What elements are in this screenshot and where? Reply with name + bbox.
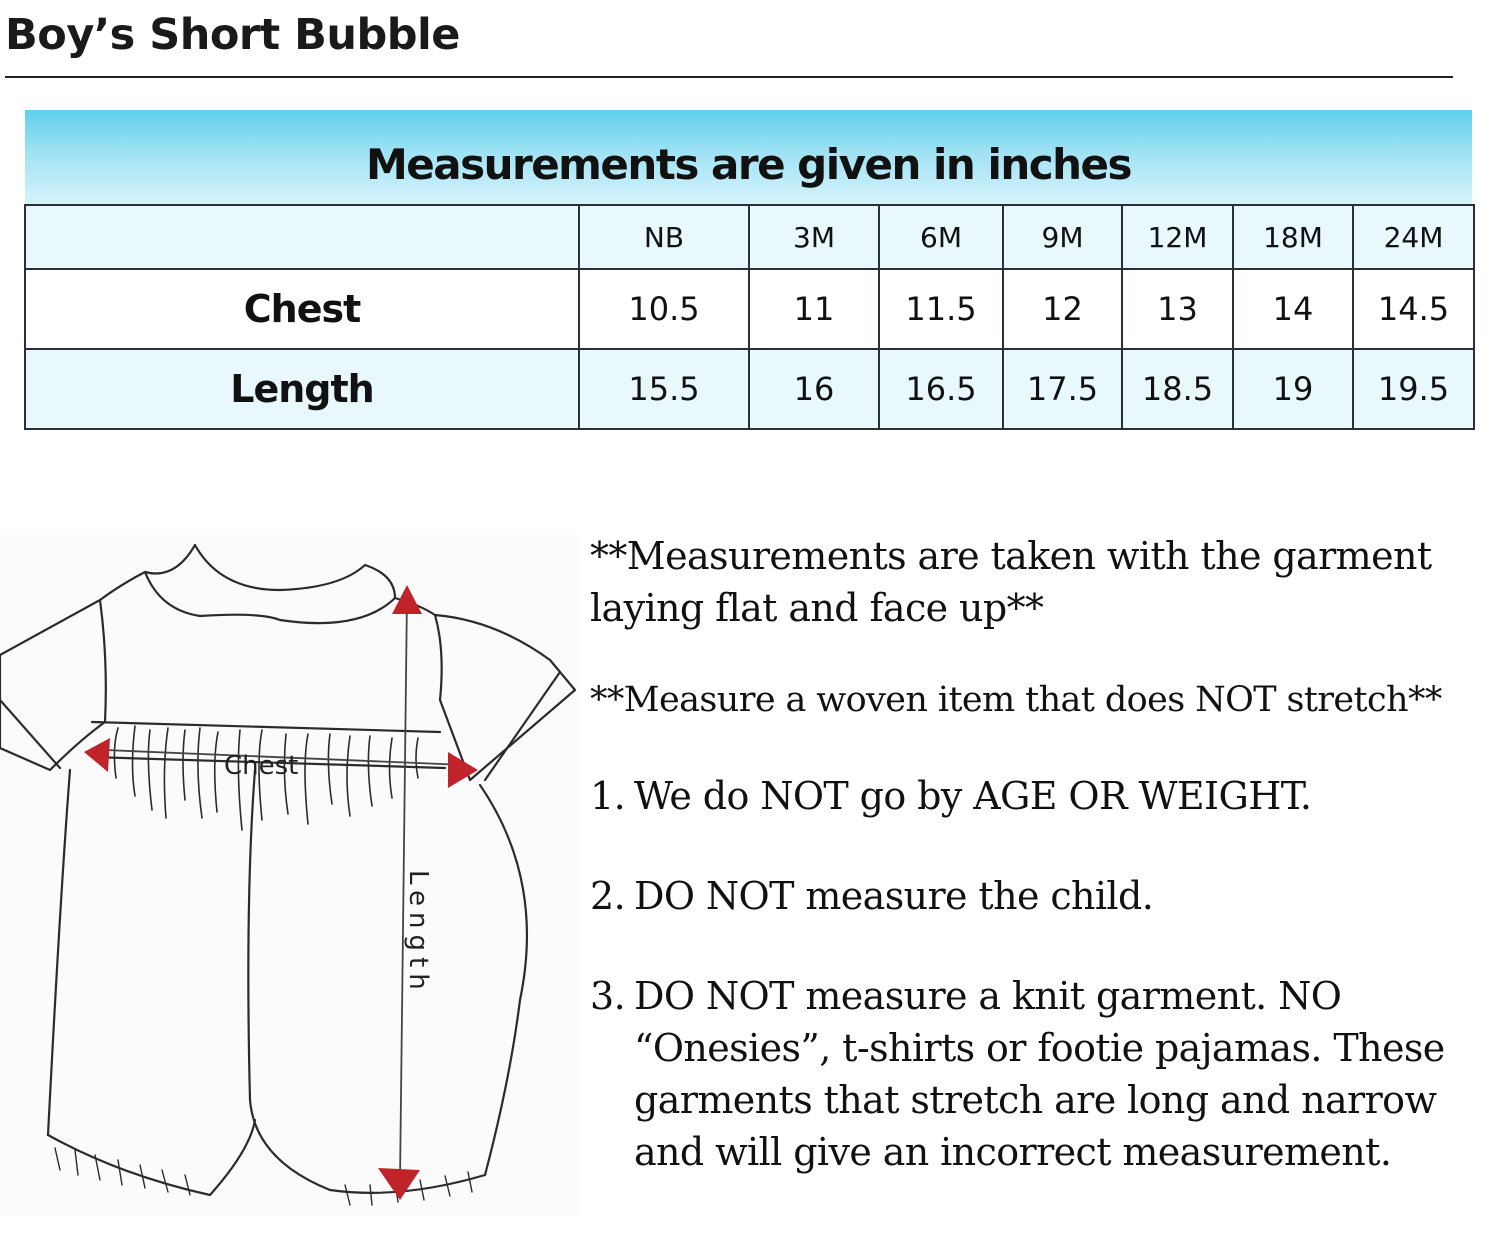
rule-number: 1. (590, 774, 626, 818)
chest-right-arrow-icon (448, 752, 478, 788)
header-empty-cell (25, 205, 579, 269)
table-cell: 17.5 (1003, 349, 1122, 429)
chest-diagram-label: Chest (224, 751, 299, 781)
right-sleeve (435, 615, 575, 780)
garment-diagram (0, 535, 580, 1215)
collar-right-outline (280, 565, 395, 623)
table-cell: 14.5 (1353, 269, 1474, 349)
size-header: 24M (1353, 205, 1474, 269)
measurement-notes (590, 530, 1480, 1226)
table-cell: 13 (1122, 269, 1233, 349)
length-bottom-arrow-icon (378, 1168, 420, 1200)
table-row-chest (25, 269, 1474, 349)
table-cell: 14 (1233, 269, 1353, 349)
flat-lay-note: **Measurements are taken with the garment laying flat and face up** (590, 534, 1432, 630)
rule-item (590, 870, 1480, 922)
body-left-edge (48, 770, 70, 1135)
table-cell: 19.5 (1353, 349, 1474, 429)
table-header-row (25, 205, 1474, 269)
length-diagram-label: Length (403, 870, 433, 996)
table-banner-text: Measurements are given in inches (365, 139, 1132, 189)
rule-item (590, 770, 1480, 822)
table-row-length (25, 349, 1474, 429)
table-cell: 16 (749, 349, 879, 429)
rule-number: 3. (590, 974, 626, 1018)
left-leg-hem (48, 1120, 255, 1195)
rule-text: We do NOT go by AGE OR WEIGHT. (634, 774, 1312, 818)
rule-number: 2. (590, 874, 626, 918)
size-header: 12M (1122, 205, 1233, 269)
size-header: 18M (1233, 205, 1353, 269)
woven-note: **Measure a woven item that does NOT stretch** (590, 680, 1442, 720)
table-cell: 11 (749, 269, 879, 349)
chest-left-arrow-icon (84, 738, 110, 772)
table-cell: 18.5 (1122, 349, 1233, 429)
body-right-edge (480, 785, 527, 1175)
row-label-length: Length (25, 349, 579, 429)
table-cell: 10.5 (579, 269, 749, 349)
collar-left-outline (145, 545, 280, 620)
table-cell: 15.5 (579, 349, 749, 429)
size-header: 6M (879, 205, 1003, 269)
left-sleeve-cuff (0, 700, 60, 768)
left-shoulder (100, 572, 145, 600)
table-cell: 11.5 (879, 269, 1003, 349)
rule-text: DO NOT measure the child. (634, 874, 1154, 918)
table-cell: 19 (1233, 349, 1353, 429)
right-sleeve-cuff (485, 672, 560, 780)
size-header: NB (579, 205, 749, 269)
table-cell: 16.5 (879, 349, 1003, 429)
title-divider (5, 76, 1453, 78)
size-chart-table (24, 204, 1475, 430)
size-header: 9M (1003, 205, 1122, 269)
row-label-chest: Chest (25, 269, 579, 349)
size-header: 3M (749, 205, 879, 269)
collar-neckline (195, 545, 365, 590)
table-cell: 12 (1003, 269, 1122, 349)
left-sleeve (0, 600, 106, 770)
rule-text: DO NOT measure a knit garment. NO “Onesies”, t-shirts or footie pajamas. These garments that stretch are long and narrow and will give an incorrect measurement. (634, 974, 1445, 1174)
table-banner (25, 110, 1472, 204)
page-title: Boy’s Short Bubble (5, 10, 460, 60)
leg-seam (248, 770, 330, 1190)
rule-item (590, 970, 1480, 1178)
